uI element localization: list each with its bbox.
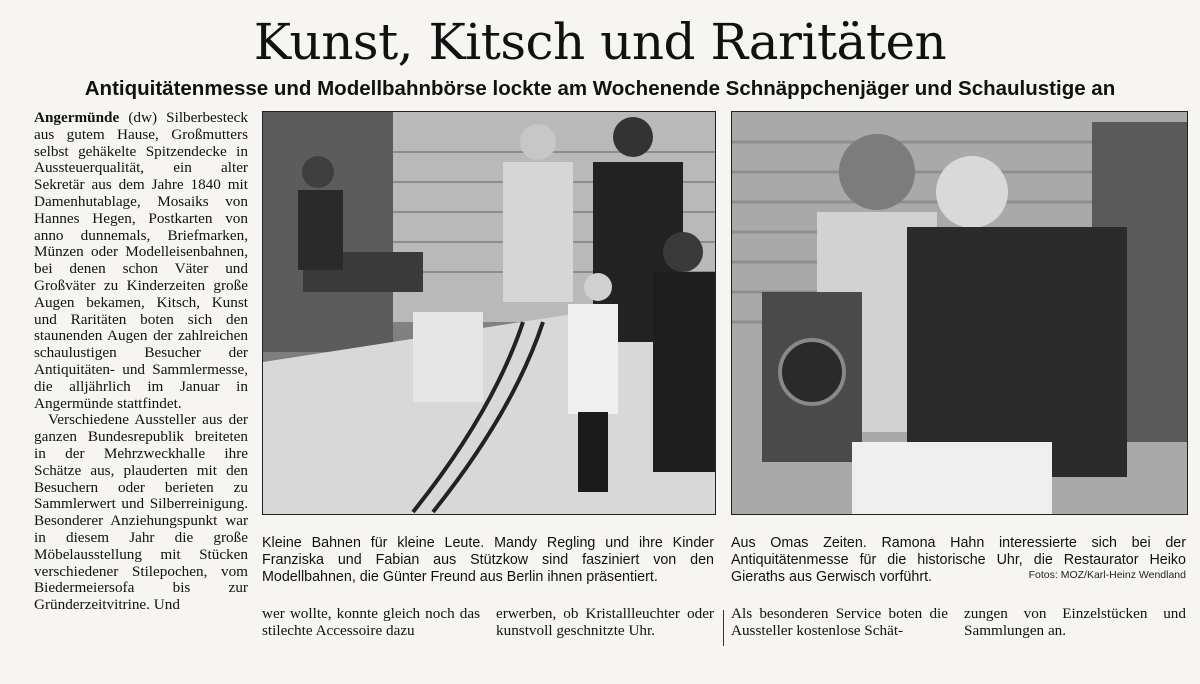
article-paragraph-1 — [34, 110, 248, 412]
dateline-suffix: (dw) — [119, 109, 167, 126]
photo-model-railway — [262, 111, 716, 515]
caption-right: Aus Omas Zeiten. Ramona Hahn interessierte sich bei der Antiquitätenmesse für die historische Uhr, die Restaurator Heiko Gieraths aus Gerwisch vorführt. — [731, 535, 1186, 585]
column-divider — [723, 610, 724, 646]
caption-left: Kleine Bahnen für kleine Leute. Mandy Regling und ihre Kinder Franziska und Fabian aus Stützkow sind fasziniert von den Modellbahnen, die Günter Freund aus Berlin ihnen präsentiert. — [262, 535, 714, 585]
headline: Kunst, Kitsch und Raritäten — [253, 13, 947, 71]
photo-historic-clock-image — [732, 112, 1187, 514]
caption-right-block — [731, 535, 1186, 595]
photo-model-railway-image — [263, 112, 715, 514]
subheadline: Antiquitätenmesse und Modellbahnbörse lockte am Wochenende Schnäppchenjäger und Schaulustige an — [84, 77, 1116, 100]
article-column-1 — [34, 110, 248, 614]
article-column-3: erwerben, ob Kristallleuchter oder kunstvoll geschnitzte Uhr. — [496, 605, 714, 639]
photo-credit: Fotos: MOZ/Karl-Heinz Wendland — [1028, 569, 1186, 581]
article-column-5: zungen von Einzelstücken und Sammlungen an. — [964, 605, 1186, 639]
article-column-2: wer wollte, konnte gleich noch das stilechte Accessoire dazu — [262, 605, 480, 639]
article-column-4: Als besonderen Service boten die Aussteller kostenlose Schät- — [731, 605, 948, 639]
photo-historic-clock — [731, 111, 1188, 515]
paragraph-1-text: Silberbesteck aus gutem Hause, Großmutters selbst gehäkelte Spitzendecke in Aussteuerqualität, ein alter Sekretär aus dem Jahre 1840 mit Damenhutablage, Mosaiks von Hannes Hegen, Postkarten von anno dunnemals, Briefmarken, Münzen oder Modelleisenbahnen, bei denen schon Väter und Großväter zu Kinderzeiten große Augen bekamen, Kitsch, Kunst und Raritäten boten sich den staunenden Augen der zahlreichen schaulustigen Besucher der Antiquitäten- und Sammlermesse, die alljährlich im Januar in Angermünde stattfindet. — [34, 109, 248, 412]
dateline: Angermünde — [34, 109, 120, 126]
article-paragraph-2: Verschiedene Aussteller aus der ganzen Bundesrepublik breiteten in der Mehrzweckhalle ihre Schätze aus, plauderten mit den Besuchern oder berieten zu Sammlerwert und Silberreinigung. Besonderer Anziehungspunkt war in diesem Jahr die große Möbelausstellung mit Stücken verschiedener Stilepochen, vom Biedermeiersofa bis zur Gründerzeitvitrine. Und — [34, 411, 248, 614]
